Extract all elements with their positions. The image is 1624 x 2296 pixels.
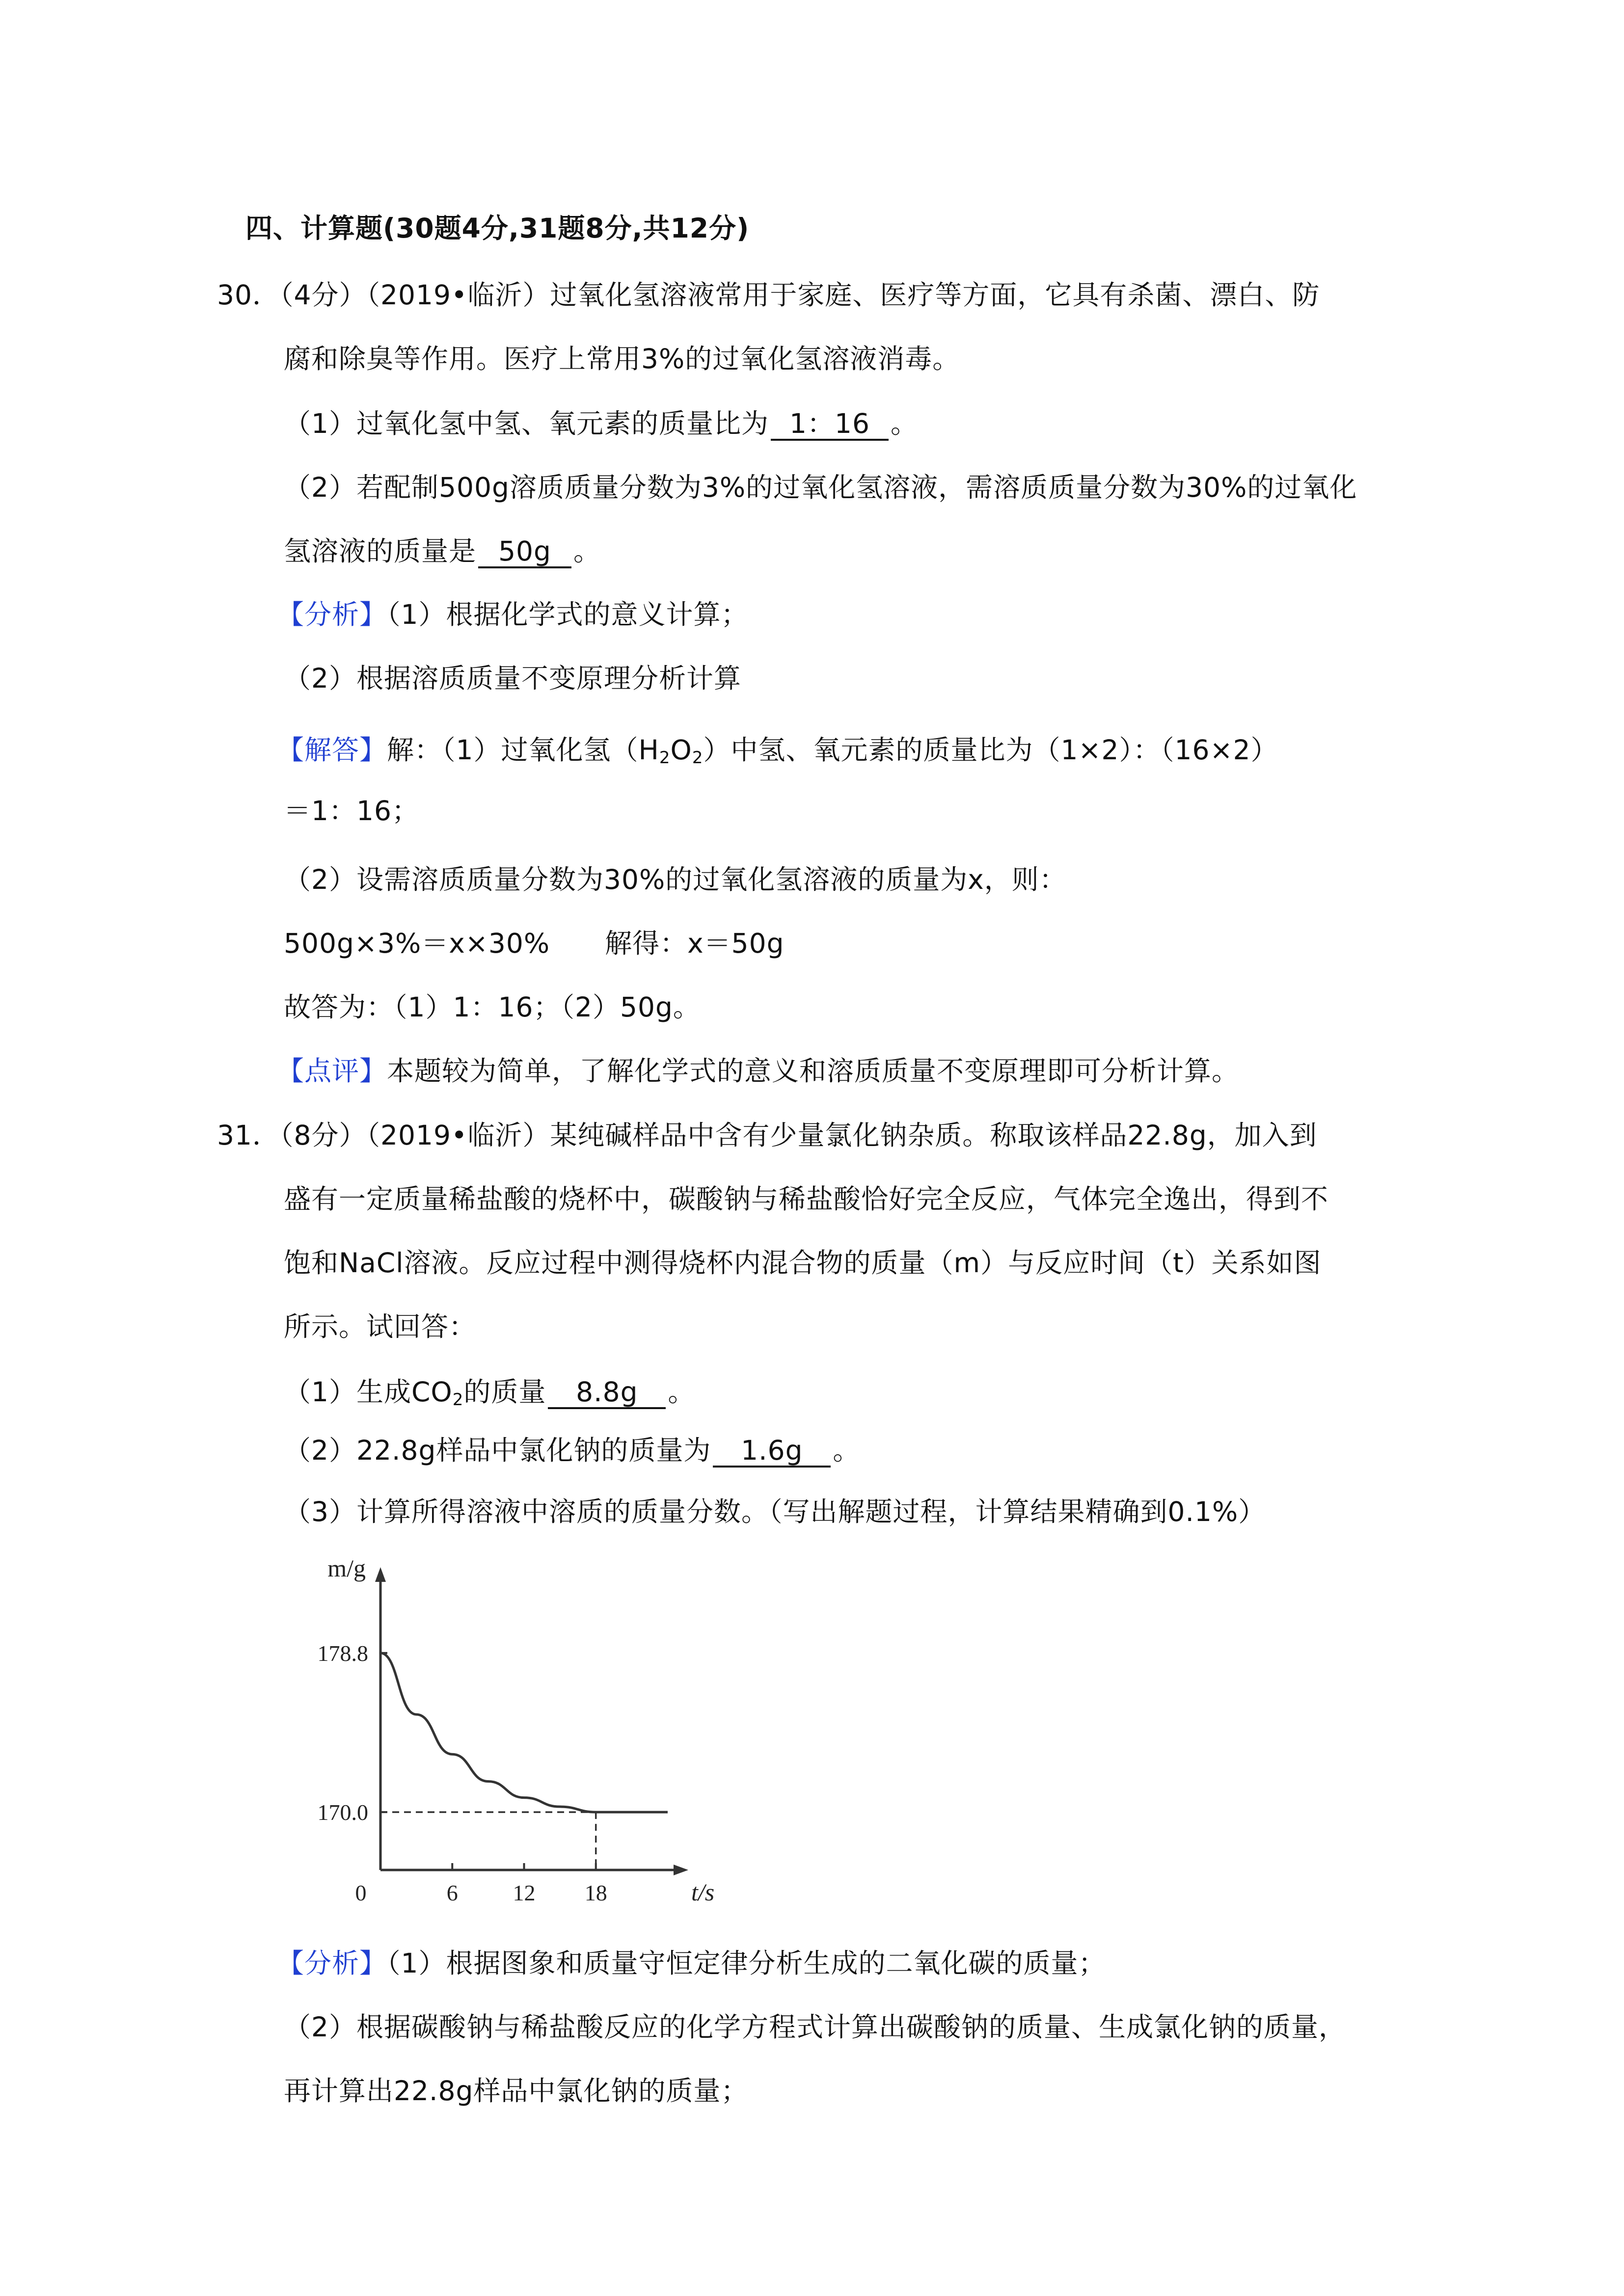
q31-analysis-text1: （1）根据图象和质量守恒定律分析生成的二氧化碳的质量； bbox=[387, 1948, 1106, 1979]
q30-solution-line1 bbox=[277, 730, 1278, 770]
q30-solution-text-a: 解：（1）过氧化氢（H bbox=[387, 734, 659, 766]
q30-part1-prefix: （1）过氧化氢中氢、氧元素的质量比为 bbox=[284, 408, 769, 439]
q31-part1-answer: 8.8g bbox=[548, 1377, 666, 1409]
q31-part2 bbox=[284, 1431, 860, 1470]
q30-solution-line2: ＝1：16； bbox=[284, 795, 419, 827]
q31-part2-answer: 1.6g bbox=[713, 1435, 831, 1468]
y-axis-label: m/g bbox=[327, 1556, 366, 1582]
q31-part2-suffix: 。 bbox=[833, 1435, 861, 1466]
section-title: 四、计算题(30题4分,31题8分,共12分) bbox=[245, 213, 750, 244]
q30-part1-answer: 1：16 bbox=[771, 408, 889, 441]
y-axis-arrow bbox=[375, 1567, 386, 1582]
series-line-mass bbox=[380, 1653, 668, 1812]
q30-stem-line1: 30．（4分）（2019•临沂）过氧化氢溶液常用于家庭、医疗等方面，它具有杀菌、漂白、防 bbox=[217, 279, 1320, 311]
q30-stem-line2: 腐和除臭等作用。医疗上常用3%的过氧化氢溶液消毒。 bbox=[284, 343, 960, 374]
q31-part1-mid: 的质量 bbox=[463, 1376, 546, 1408]
q31-part1-prefix: （1）生成CO bbox=[284, 1376, 453, 1408]
x-tick-label: 12 bbox=[513, 1880, 536, 1905]
q30-analysis-line1 bbox=[277, 595, 749, 634]
q30-analysis-text1: （1）根据化学式的意义计算； bbox=[387, 599, 749, 630]
q31-analysis-line2: （2）根据碳酸钠与稀盐酸反应的化学方程式计算出碳酸钠的质量、生成氯化钠的质量， bbox=[284, 2011, 1346, 2043]
q30-comment-text: 本题较为简单，了解化学式的意义和溶质质量不变原理即可分析计算。 bbox=[387, 1055, 1240, 1087]
q30-part2-line1: （2）若配制500g溶质质量分数为3%的过氧化氢溶液，需溶质质量分数为30%的过氧化 bbox=[284, 472, 1357, 503]
q30-part2-answer: 50g bbox=[478, 536, 571, 568]
q30-solution-sub2: 2 bbox=[692, 748, 704, 768]
x-axis-arrow bbox=[674, 1865, 688, 1875]
q30-solution-tag: 【解答】 bbox=[277, 734, 387, 766]
q31-analysis-line1 bbox=[277, 1944, 1106, 1983]
q30-solution-line4: 500g×3%＝x×30% 解得：x＝50g bbox=[284, 928, 785, 959]
q31-part1-sub: 2 bbox=[452, 1390, 464, 1410]
q30-part1-suffix: 。 bbox=[891, 408, 919, 439]
q30-comment-tag: 【点评】 bbox=[277, 1055, 387, 1087]
q31-stem-line4: 所示。试回答： bbox=[284, 1311, 477, 1342]
q30-part2-line2 bbox=[284, 532, 601, 571]
q30-solution-line5: 故答为：（1）1：16；（2）50g。 bbox=[284, 991, 701, 1023]
q31-analysis-line3: 再计算出22.8g样品中氯化钠的质量； bbox=[284, 2075, 749, 2107]
q30-comment bbox=[277, 1051, 1239, 1091]
q30-solution-sub1: 2 bbox=[659, 748, 671, 768]
q30-part2-prefix: 氢溶液的质量是 bbox=[284, 535, 477, 567]
q31-analysis-tag: 【分析】 bbox=[277, 1948, 387, 1979]
q30-solution-text-c: ）中氢、氧元素的质量比为（1×2）：（16×2） bbox=[703, 734, 1278, 766]
q31-part1 bbox=[284, 1372, 695, 1412]
mass-time-chart bbox=[285, 1556, 727, 1919]
q31-part1-suffix: 。 bbox=[668, 1376, 696, 1408]
q30-analysis-tag: 【分析】 bbox=[277, 599, 387, 630]
x-tick-label: 6 bbox=[446, 1880, 458, 1905]
q31-stem-line1: 31．（8分）（2019•临沂）某纯碱样品中含有少量氯化钠杂质。称取该样品22.8g，加入到 bbox=[217, 1120, 1317, 1151]
y-tick-label: 178.8 bbox=[317, 1640, 368, 1666]
y-tick-label: 170.0 bbox=[317, 1800, 368, 1825]
q31-part3: （3）计算所得溶液中溶质的质量分数。（写出解题过程，计算结果精确到0.1%） bbox=[284, 1496, 1266, 1527]
q30-analysis-line2: （2）根据溶质质量不变原理分析计算 bbox=[284, 663, 741, 694]
x-tick-label: 18 bbox=[584, 1880, 607, 1905]
q31-part2-prefix: （2）22.8g样品中氯化钠的质量为 bbox=[284, 1435, 711, 1466]
x-axis-label: t/s bbox=[691, 1878, 715, 1906]
q30-solution-text-b: O bbox=[670, 734, 692, 766]
x-tick-label: 0 bbox=[355, 1880, 367, 1905]
q30-part2-suffix: 。 bbox=[573, 535, 601, 567]
q30-solution-line3: （2）设需溶质质量分数为30%的过氧化氢溶液的质量为x，则： bbox=[284, 864, 1067, 895]
q31-stem-line2: 盛有一定质量稀盐酸的烧杯中，碳酸钠与稀盐酸恰好完全反应，气体完全逸出，得到不 bbox=[284, 1183, 1329, 1215]
q31-stem-line3: 饱和NaCl溶液。反应过程中测得烧杯内混合物的质量（m）与反应时间（t）关系如图 bbox=[284, 1247, 1322, 1279]
q30-part1 bbox=[284, 404, 918, 443]
